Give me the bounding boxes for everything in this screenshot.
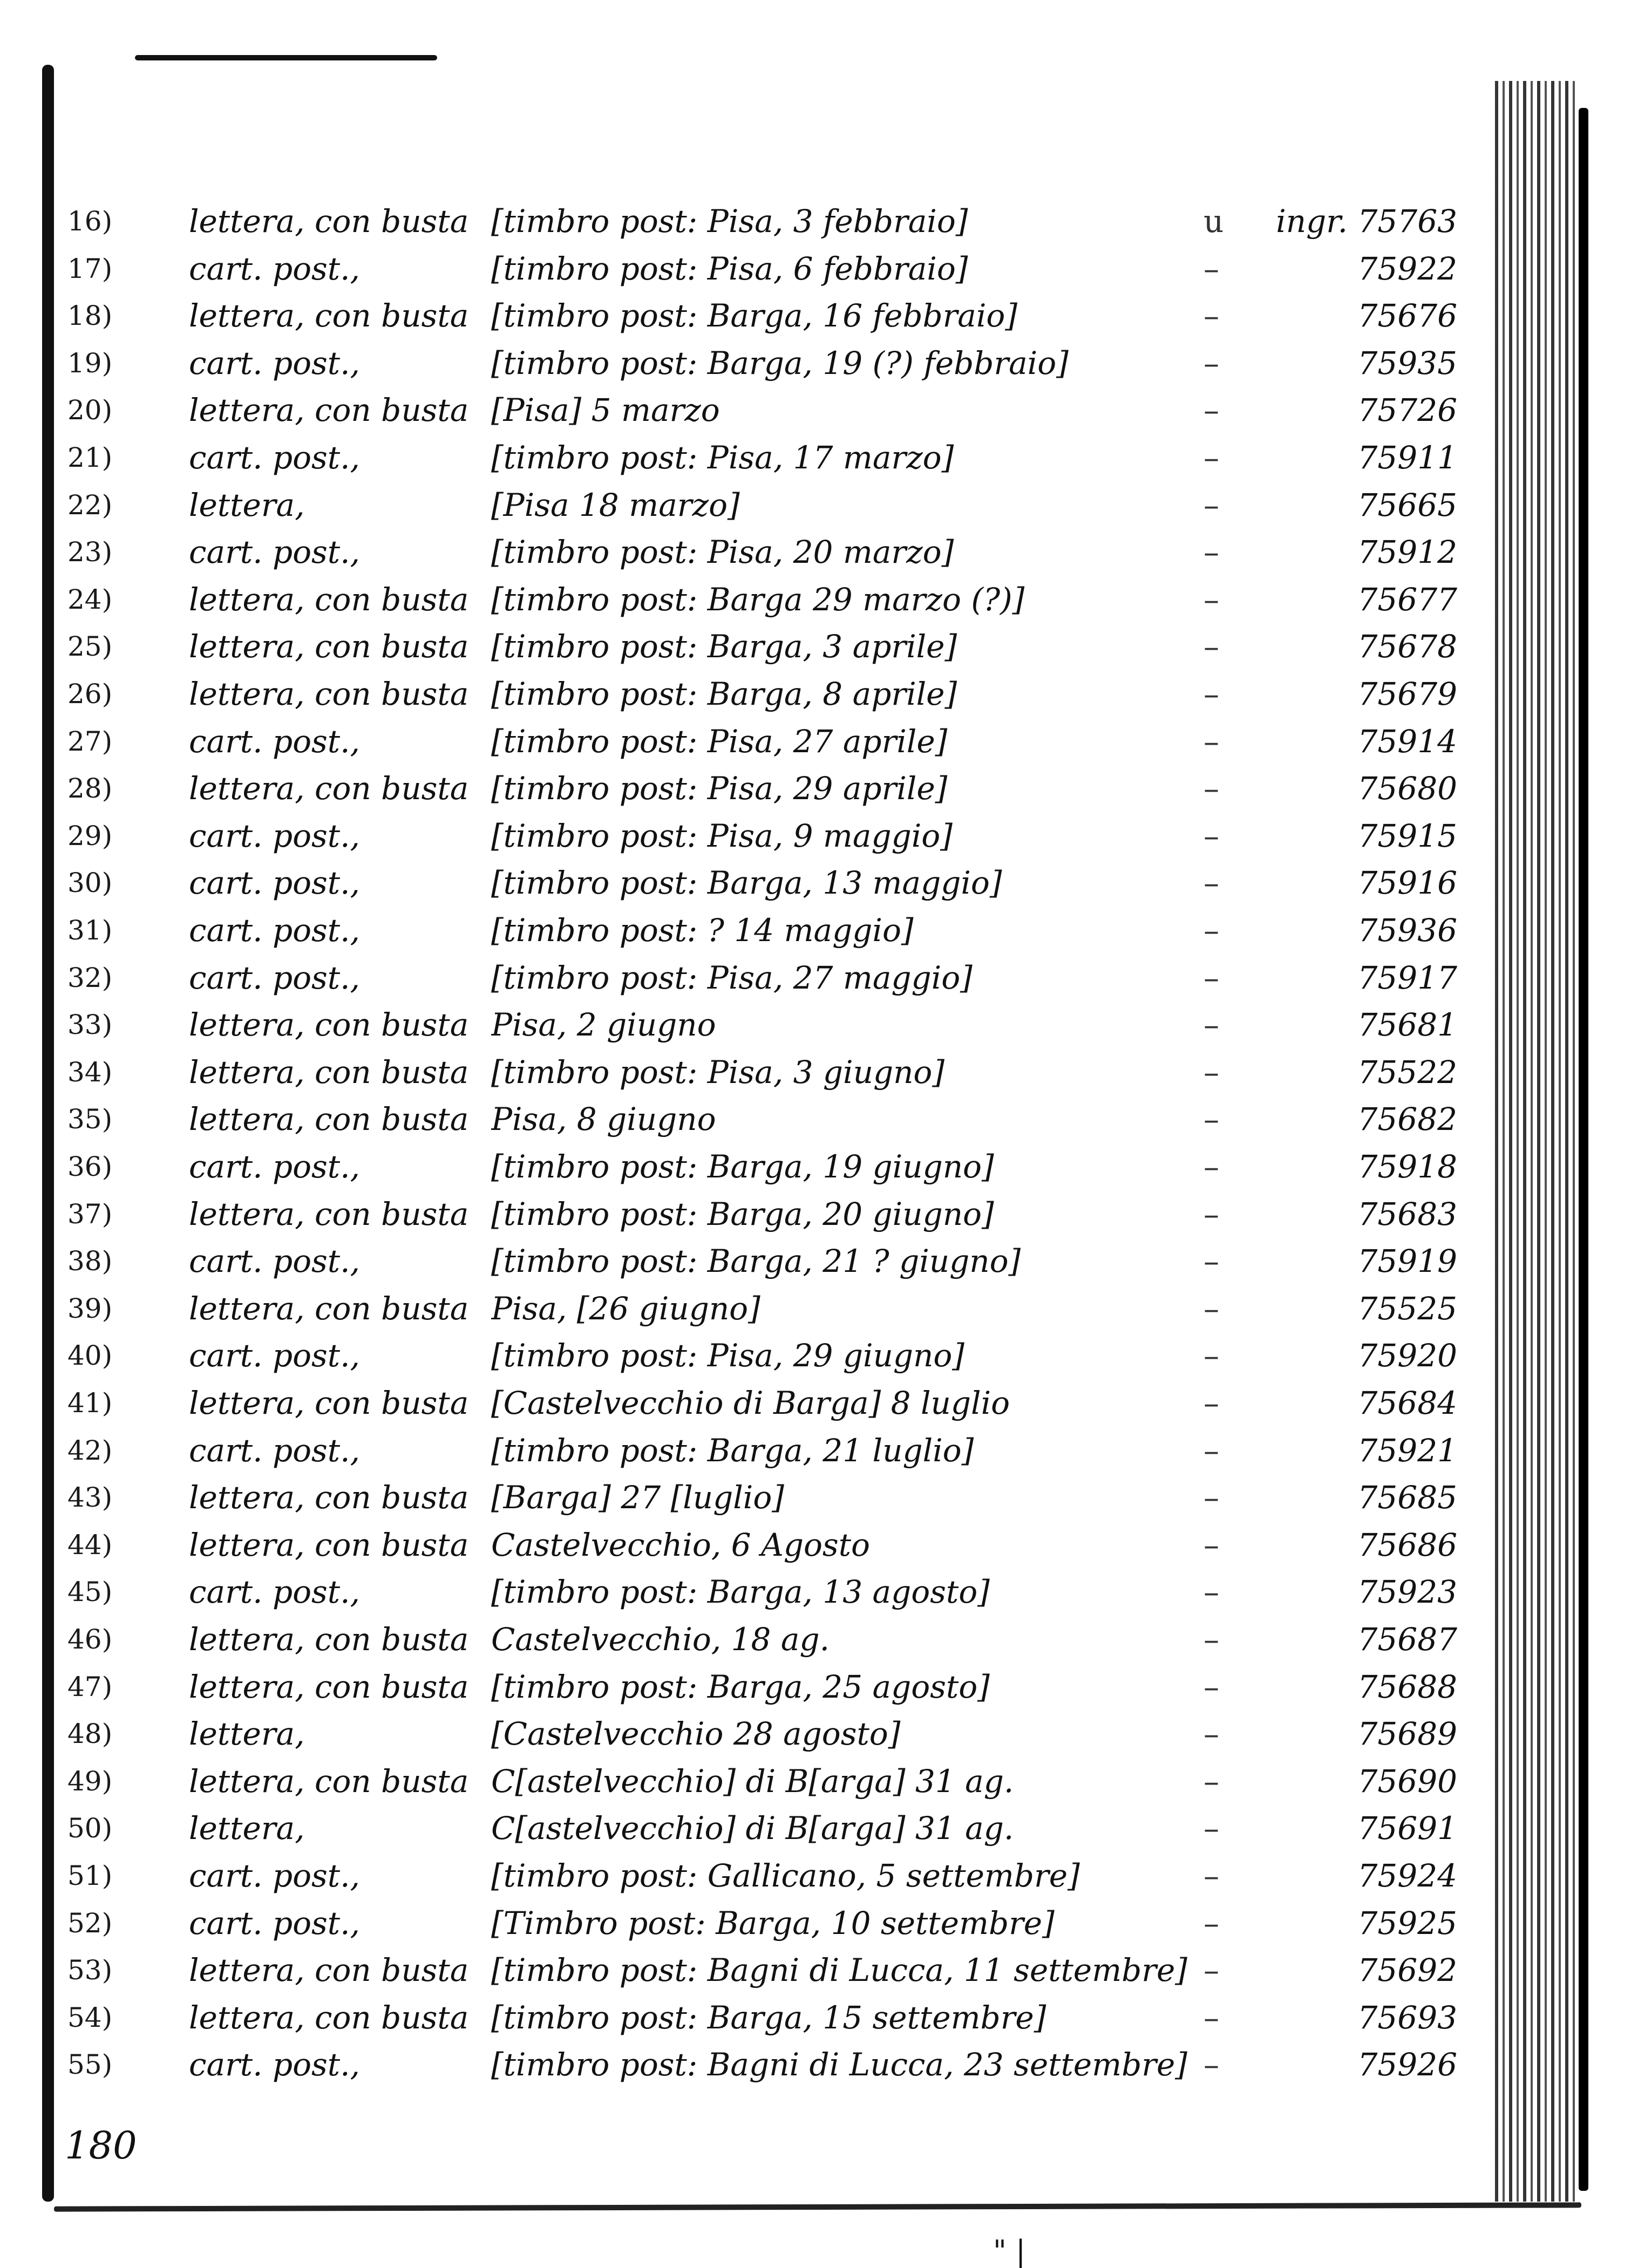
entry-type: lettera, con busta (189, 1053, 469, 1091)
entry-inventory-number: 75684 (1357, 1385, 1457, 1421)
entry-number: 30) (67, 867, 113, 899)
entry-type: lettera, con busta (189, 1668, 469, 1705)
entry-inventory-number: 75911 (1357, 439, 1457, 476)
entry-number: 54) (67, 2001, 113, 2033)
entry-number: 26) (67, 678, 113, 710)
entry-dash: – (1204, 1526, 1219, 1563)
entry-number: 43) (67, 1482, 113, 1514)
entry-type: cart. post., (189, 959, 360, 996)
entry-inventory-number: 75918 (1357, 1148, 1457, 1185)
entry-number: 35) (67, 1104, 113, 1135)
entry-dash: – (1204, 1243, 1219, 1280)
entry-inventory-number: 75691 (1357, 1810, 1457, 1847)
list-item (0, 956, 1490, 999)
entry-inventory-number: 75912 (1357, 534, 1457, 571)
list-item (0, 909, 1490, 952)
entry-dash: – (1204, 1574, 1219, 1611)
entry-inventory-number: 75936 (1357, 912, 1457, 949)
entry-dash: – (1204, 1479, 1219, 1516)
entry-description: [timbro post: Barga, 3 aprile] (491, 628, 957, 665)
entry-type: cart. post., (189, 2046, 360, 2083)
entry-number: 53) (67, 1954, 113, 1986)
list-item (0, 483, 1490, 527)
entry-dash: – (1204, 344, 1219, 382)
list-item (0, 1381, 1490, 1425)
entry-description: [timbro post: Barga, 21 ? giugno] (491, 1243, 1021, 1280)
entry-inventory-number: 75925 (1357, 1904, 1457, 1942)
entry-type: lettera, (189, 1810, 305, 1847)
list-item (0, 1996, 1490, 2039)
entry-type: cart. post., (189, 723, 360, 760)
entry-type: lettera, con busta (189, 203, 469, 240)
entry-inventory-number: 75920 (1357, 1337, 1457, 1374)
entry-dash: – (1204, 1385, 1219, 1421)
list-item (0, 1239, 1490, 1283)
entry-inventory-number: ingr. 75763 (1276, 203, 1457, 240)
entry-inventory-number: 75916 (1357, 864, 1457, 902)
entry-type: cart. post., (189, 864, 360, 902)
entry-number: 20) (67, 394, 113, 426)
entry-description: [timbro post: Barga, 16 febbraio] (491, 297, 1017, 335)
entry-dash: – (1204, 1810, 1219, 1847)
entry-type: lettera, con busta (189, 1952, 469, 1989)
entry-dash: – (1204, 770, 1219, 807)
entry-description: [Castelvecchio 28 agosto] (491, 1715, 901, 1753)
list-item (0, 1949, 1490, 1992)
entry-description: [timbro post: Barga, 8 aprile] (491, 676, 957, 712)
entry-dash: – (1204, 723, 1219, 760)
entry-type: lettera, con busta (189, 1290, 469, 1327)
list-item (0, 1807, 1490, 1850)
entry-type: lettera, con busta (189, 676, 469, 712)
entry-description: [Barga] 27 [luglio] (491, 1479, 784, 1516)
entry-description: [Pisa 18 marzo] (491, 486, 740, 523)
entry-description: [timbro post: Barga, 19 giugno] (491, 1148, 994, 1185)
entry-inventory-number: 75687 (1357, 1621, 1457, 1658)
entry-type: cart. post., (189, 1432, 360, 1469)
entry-inventory-number: 75689 (1357, 1715, 1457, 1753)
entry-dash: – (1204, 581, 1219, 618)
entry-type: cart. post., (189, 1243, 360, 1280)
entry-description: [timbro post: Barga, 20 giugno] (491, 1195, 994, 1232)
entry-description: [timbro post: Bagni di Lucca, 11 settembre] (491, 1952, 1187, 1989)
list-item (0, 1570, 1490, 1613)
entry-type: lettera, con busta (189, 581, 469, 618)
list-item (0, 814, 1490, 857)
entry-type: lettera, con busta (189, 392, 469, 429)
entry-description: [timbro post: Pisa, 6 febbraio] (491, 250, 968, 287)
entry-inventory-number: 75665 (1357, 486, 1457, 523)
entry-dash: – (1204, 1101, 1219, 1138)
entry-description: Pisa, [26 giugno] (491, 1290, 760, 1327)
entry-description: [timbro post: ? 14 maggio] (491, 912, 914, 949)
list-item (0, 720, 1490, 763)
entry-number: 23) (67, 536, 113, 568)
entry-inventory-number: 75922 (1357, 250, 1457, 287)
entry-description: Pisa, 8 giugno (491, 1101, 716, 1138)
entry-number: 32) (67, 962, 113, 993)
entry-type: lettera, con busta (189, 297, 469, 335)
entry-number: 33) (67, 1009, 113, 1041)
entry-dash: – (1204, 1857, 1219, 1894)
entry-type: lettera, con busta (189, 1526, 469, 1563)
entry-inventory-number: 75682 (1357, 1101, 1457, 1138)
entry-inventory-number: 75915 (1357, 817, 1457, 854)
list-item (0, 247, 1490, 290)
entry-inventory-number: 75525 (1357, 1290, 1457, 1327)
entry-type: cart. post., (189, 1337, 360, 1374)
entry-dash: – (1204, 959, 1219, 996)
entry-type: lettera, con busta (189, 1621, 469, 1658)
entry-dash: – (1204, 1290, 1219, 1327)
entry-type: cart. post., (189, 1857, 360, 1894)
entry-description: [timbro post: Barga, 15 settembre] (491, 1999, 1046, 2036)
entry-type: lettera, (189, 1715, 305, 1753)
entry-dash: – (1204, 817, 1219, 854)
entry-type: lettera, con busta (189, 1762, 469, 1800)
entry-description: Pisa, 2 giugno (491, 1006, 716, 1044)
list-item (0, 861, 1490, 904)
bottom-mark: " | (993, 2234, 1026, 2268)
entry-description: [timbro post: Pisa, 29 giugno] (491, 1337, 964, 1374)
list-item (0, 200, 1490, 243)
list-item (0, 767, 1490, 810)
entry-number: 41) (67, 1387, 113, 1419)
entry-type: cart. post., (189, 534, 360, 571)
entry-number: 42) (67, 1434, 113, 1466)
entry-dash: – (1204, 297, 1219, 335)
entry-description: [timbro post: Gallicano, 5 settembre] (491, 1857, 1080, 1894)
entry-type: cart. post., (189, 1904, 360, 1942)
entry-dash: – (1204, 676, 1219, 712)
entry-number: 21) (67, 442, 113, 473)
entry-dash: – (1204, 1668, 1219, 1705)
entry-number: 29) (67, 820, 113, 852)
list-item (0, 1287, 1490, 1330)
entry-description: [timbro post: Bagni di Lucca, 23 settembre] (491, 2046, 1187, 2083)
entry-inventory-number: 75726 (1357, 392, 1457, 429)
entry-description: [timbro post: Barga, 19 (?) febbraio] (491, 344, 1069, 382)
entry-description: [timbro post: Pisa, 20 marzo] (491, 534, 954, 571)
entry-dash: u (1204, 203, 1224, 240)
list-item (0, 342, 1490, 385)
entry-dash: – (1204, 1195, 1219, 1232)
entry-inventory-number: 75680 (1357, 770, 1457, 807)
entry-number: 27) (67, 725, 113, 757)
list-item (0, 1098, 1490, 1141)
entry-description: [timbro post: Pisa, 3 febbraio] (491, 203, 968, 240)
list-item (0, 1476, 1490, 1519)
entry-type: lettera, con busta (189, 1195, 469, 1232)
entry-description: [timbro post: Pisa, 17 marzo] (491, 439, 954, 476)
entry-type: lettera, con busta (189, 1385, 469, 1421)
entry-inventory-number: 75678 (1357, 628, 1457, 665)
entry-number: 55) (67, 2049, 113, 2081)
entry-inventory-number: 75919 (1357, 1243, 1457, 1280)
entry-number: 18) (67, 300, 113, 332)
entry-dash: – (1204, 1904, 1219, 1942)
entry-inventory-number: 75681 (1357, 1006, 1457, 1044)
entry-number: 38) (67, 1245, 113, 1277)
entry-number: 22) (67, 489, 113, 521)
entry-number: 51) (67, 1860, 113, 1891)
entry-inventory-number: 75693 (1357, 1999, 1457, 2036)
entry-inventory-number: 75926 (1357, 2046, 1457, 2083)
entry-type: lettera, con busta (189, 1006, 469, 1044)
entry-number: 47) (67, 1671, 113, 1702)
entry-number: 34) (67, 1056, 113, 1088)
entry-type: lettera, con busta (189, 628, 469, 665)
entry-dash: – (1204, 1337, 1219, 1374)
entry-number: 52) (67, 1907, 113, 1939)
entry-number: 17) (67, 253, 113, 284)
entry-type: cart. post., (189, 1148, 360, 1185)
entry-type: cart. post., (189, 250, 360, 287)
list-item (0, 1429, 1490, 1472)
entry-description: C[astelvecchio] di B[arga] 31 ag. (491, 1810, 1014, 1847)
entry-type: lettera, con busta (189, 770, 469, 807)
entry-inventory-number: 75522 (1357, 1053, 1457, 1091)
entry-number: 25) (67, 631, 113, 663)
entry-number: 39) (67, 1292, 113, 1324)
entry-dash: – (1204, 250, 1219, 287)
list-item (0, 1523, 1490, 1567)
entry-type: lettera, con busta (189, 1101, 469, 1138)
entry-dash: – (1204, 1006, 1219, 1044)
entry-type: cart. post., (189, 439, 360, 476)
list-item (0, 530, 1490, 574)
entry-number: 31) (67, 915, 113, 946)
entry-description: [timbro post: Pisa, 27 aprile] (491, 723, 948, 760)
entry-inventory-number: 75914 (1357, 723, 1457, 760)
entry-dash: – (1204, 864, 1219, 902)
entry-inventory-number: 75676 (1357, 297, 1457, 335)
entry-number: 40) (67, 1340, 113, 1372)
list-item (0, 294, 1490, 337)
entry-inventory-number: 75924 (1357, 1857, 1457, 1894)
page-number: 180 (65, 2123, 137, 2168)
entry-inventory-number: 75677 (1357, 581, 1457, 618)
entry-inventory-number: 75923 (1357, 1574, 1457, 1611)
entry-dash: – (1204, 912, 1219, 949)
entry-type: cart. post., (189, 912, 360, 949)
entry-dash: – (1204, 1999, 1219, 2036)
entry-number: 36) (67, 1151, 113, 1182)
entry-description: [timbro post: Pisa, 9 maggio] (491, 817, 953, 854)
list-item (0, 1665, 1490, 1708)
list-item (0, 2043, 1490, 2086)
entry-dash: – (1204, 1715, 1219, 1753)
entry-inventory-number: 75692 (1357, 1952, 1457, 1989)
entry-description: Castelvecchio, 6 Agosto (491, 1526, 870, 1563)
entry-inventory-number: 75690 (1357, 1762, 1457, 1800)
entry-type: cart. post., (189, 817, 360, 854)
list-item (0, 672, 1490, 716)
entry-inventory-number: 75688 (1357, 1668, 1457, 1705)
entry-inventory-number: 75683 (1357, 1195, 1457, 1232)
entry-number: 49) (67, 1765, 113, 1797)
entry-number: 46) (67, 1624, 113, 1655)
entry-number: 19) (67, 347, 113, 379)
entry-inventory-number: 75685 (1357, 1479, 1457, 1516)
entry-dash: – (1204, 1762, 1219, 1800)
entry-number: 44) (67, 1529, 113, 1561)
entry-description: [timbro post: Barga, 13 maggio] (491, 864, 1002, 902)
entry-number: 37) (67, 1198, 113, 1230)
list-item (0, 1193, 1490, 1236)
entry-dash: – (1204, 1053, 1219, 1091)
entry-dash: – (1204, 628, 1219, 665)
list-item (0, 1145, 1490, 1188)
entry-inventory-number: 75679 (1357, 676, 1457, 712)
list-item (0, 625, 1490, 668)
entry-description: [timbro post: Barga, 21 luglio] (491, 1432, 974, 1469)
entry-description: [timbro post: Barga, 13 agosto] (491, 1574, 990, 1611)
entry-number: 50) (67, 1813, 113, 1844)
entry-type: lettera, con busta (189, 1479, 469, 1516)
entry-dash: – (1204, 1148, 1219, 1185)
entry-inventory-number: 75686 (1357, 1526, 1457, 1563)
entry-number: 48) (67, 1718, 113, 1750)
list-item (0, 389, 1490, 432)
entry-description: [Timbro post: Barga, 10 settembre] (491, 1904, 1055, 1942)
list-item (0, 1902, 1490, 1945)
entry-dash: – (1204, 1621, 1219, 1658)
list-item (0, 436, 1490, 479)
list-item (0, 1712, 1490, 1755)
entry-number: 16) (67, 206, 113, 237)
entry-inventory-number: 75921 (1357, 1432, 1457, 1469)
entry-dash: – (1204, 439, 1219, 476)
entry-dash: – (1204, 1432, 1219, 1469)
entry-number: 45) (67, 1576, 113, 1608)
entry-type: lettera, con busta (189, 1999, 469, 2036)
list-item (0, 1334, 1490, 1377)
entry-dash: – (1204, 486, 1219, 523)
entry-description: [Pisa] 5 marzo (491, 392, 720, 429)
entry-description: [timbro post: Pisa, 3 giugno] (491, 1053, 944, 1091)
list-item (0, 1003, 1490, 1046)
entry-number: 24) (67, 583, 113, 615)
entry-description: [timbro post: Pisa, 29 aprile] (491, 770, 948, 807)
list-item (0, 1618, 1490, 1661)
list-item (0, 1760, 1490, 1803)
list-item (0, 578, 1490, 621)
entry-inventory-number: 75917 (1357, 959, 1457, 996)
entry-description: [timbro post: Barga 29 marzo (?)] (491, 581, 1025, 618)
entry-dash: – (1204, 534, 1219, 571)
list-item (0, 1854, 1490, 1897)
entry-description: [timbro post: Barga, 25 agosto] (491, 1668, 990, 1705)
entry-dash: – (1204, 2046, 1219, 2083)
entry-description: [Castelvecchio di Barga] 8 luglio (491, 1385, 1010, 1421)
entry-description: Castelvecchio, 18 ag. (491, 1621, 830, 1658)
entry-dash: – (1204, 392, 1219, 429)
entry-type: lettera, (189, 486, 305, 523)
entry-inventory-number: 75935 (1357, 344, 1457, 382)
entry-type: cart. post., (189, 1574, 360, 1611)
entry-description: [timbro post: Pisa, 27 maggio] (491, 959, 973, 996)
entry-number: 28) (67, 773, 113, 805)
list-item (0, 1051, 1490, 1094)
entry-dash: – (1204, 1952, 1219, 1989)
entry-type: cart. post., (189, 344, 360, 382)
entry-description: C[astelvecchio] di B[arga] 31 ag. (491, 1762, 1014, 1800)
